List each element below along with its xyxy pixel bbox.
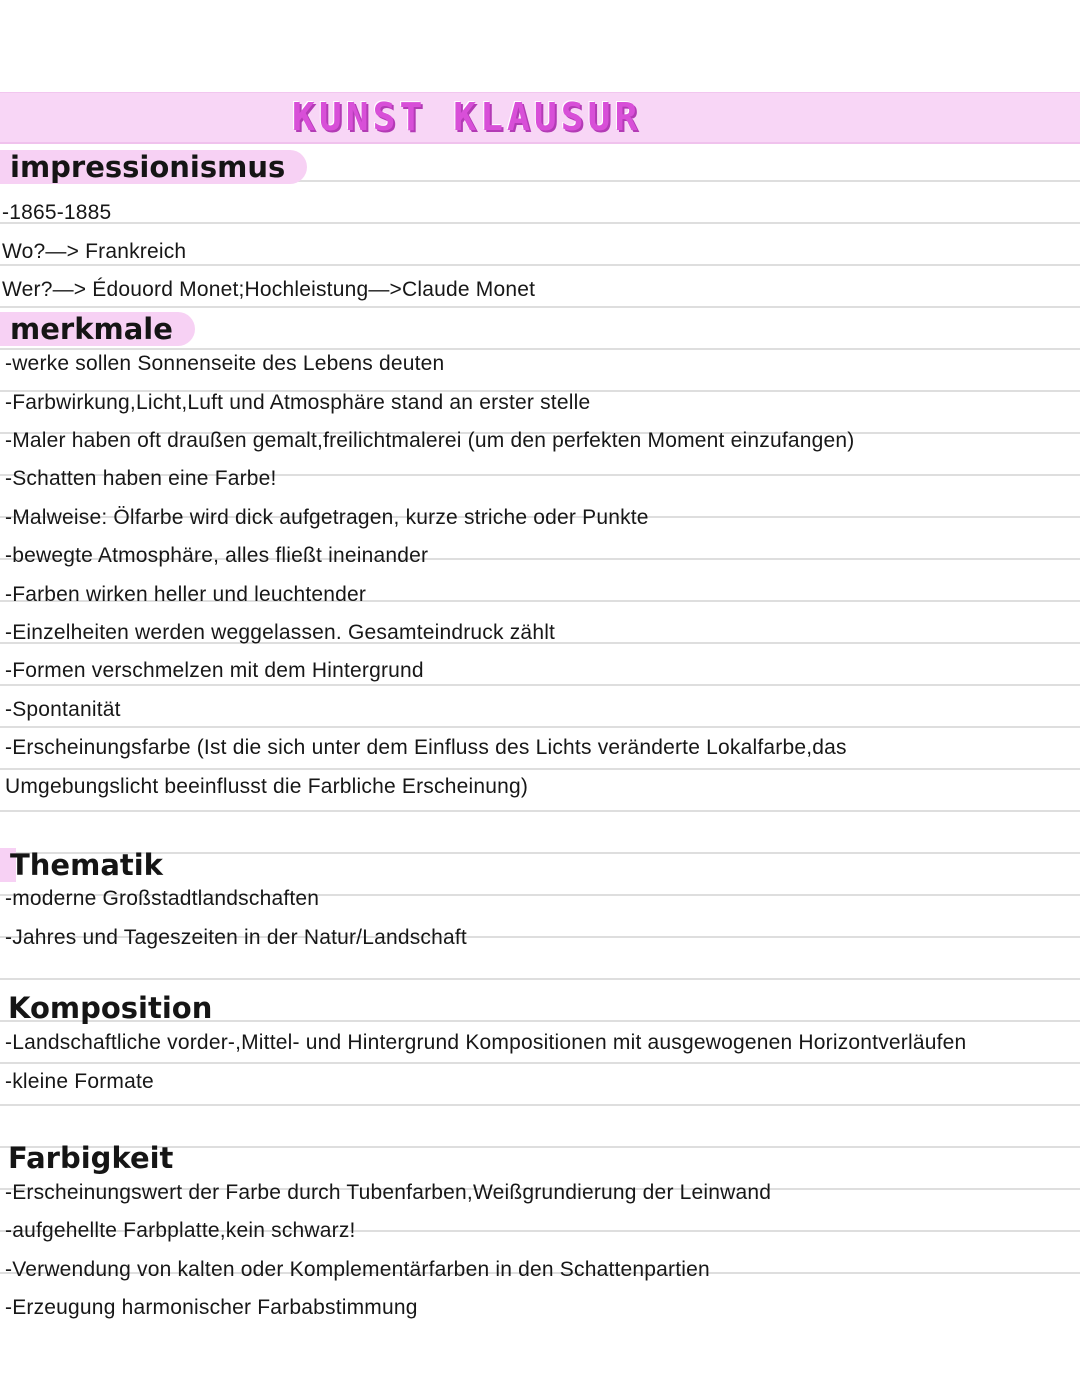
ruled-line — [0, 222, 1080, 224]
note-line: -Maler haben oft draußen gemalt,freilichtmalerei (um den perfekten Moment einzufangen) — [5, 429, 855, 452]
heading-thematik — [0, 848, 185, 882]
note-line: -kleine Formate — [5, 1070, 154, 1093]
note-line: Umgebungslicht beeinflusst die Farbliche Erscheinung) — [5, 775, 529, 798]
note-line: -Spontanität — [5, 698, 121, 721]
ruled-line — [0, 768, 1080, 770]
note-line: -aufgehellte Farbplatte,kein schwarz! — [5, 1219, 356, 1242]
note-line: -Schatten haben eine Farbe! — [5, 467, 277, 490]
heading-merkmale-text: merkmale — [0, 312, 195, 346]
note-line: -Farben wirken heller und leuchtender — [5, 583, 367, 606]
note-line: -Verwendung von kalten oder Komplementärfarben in den Schattenpartien — [5, 1258, 710, 1281]
note-line: -1865-1885 — [2, 201, 112, 224]
note-line: -Erscheinungswert der Farbe durch Tubenfarben,Weißgrundierung der Leinwand — [5, 1181, 772, 1204]
heading-farbigkeit-text: Farbigkeit — [8, 1141, 174, 1175]
heading-komposition-text: Komposition — [8, 991, 213, 1025]
ruled-line — [0, 726, 1080, 728]
heading-farbigkeit — [0, 1141, 195, 1175]
note-line: -Erzeugung harmonischer Farbabstimmung — [5, 1296, 418, 1319]
ruled-line — [0, 306, 1080, 308]
note-line: -moderne Großstadtlandschaften — [5, 887, 320, 910]
note-line: -Farbwirkung,Licht,Luft und Atmosphäre stand an erster stelle — [5, 391, 591, 414]
note-line: -Formen verschmelzen mit dem Hintergrund — [5, 659, 424, 682]
heading-komposition — [0, 991, 234, 1025]
note-line: -bewegte Atmosphäre, alles fließt ineinander — [5, 544, 429, 567]
heading-merkmale — [0, 312, 195, 346]
note-line: -Einzelheiten werden weggelassen. Gesamteindruck zählt — [5, 621, 556, 644]
ruled-line — [0, 1104, 1080, 1106]
heading-thematik-text: Thematik — [0, 848, 185, 882]
heading-impressionismus — [0, 150, 307, 184]
note-line: -Erscheinungsfarbe (Ist die sich unter dem Einfluss des Lichts veränderte Lokalfarbe,das — [5, 736, 847, 759]
note-line: -werke sollen Sonnenseite des Lebens deuten — [5, 352, 445, 375]
note-line: Wer?—> Édouord Monet;Hochleistung—>Claude Monet — [2, 278, 536, 301]
note-line: -Malweise: Ölfarbe wird dick aufgetragen, kurze striche oder Punkte — [5, 506, 649, 529]
note-line: -Landschaftliche vorder-,Mittel- und Hintergrund Kompositionen mit ausgewogenen Horizontverläufen — [5, 1031, 967, 1054]
title-banner — [0, 92, 1080, 144]
note-line: -Jahres und Tageszeiten in der Natur/Landschaft — [5, 926, 467, 949]
ruled-line — [0, 810, 1080, 812]
note-line: Wo?—> Frankreich — [2, 240, 187, 263]
page-title: KUNST KLAUSUR — [292, 95, 642, 139]
heading-impressionismus-text: impressionismus — [0, 150, 307, 184]
ruled-line — [0, 1062, 1080, 1064]
ruled-line — [0, 978, 1080, 980]
